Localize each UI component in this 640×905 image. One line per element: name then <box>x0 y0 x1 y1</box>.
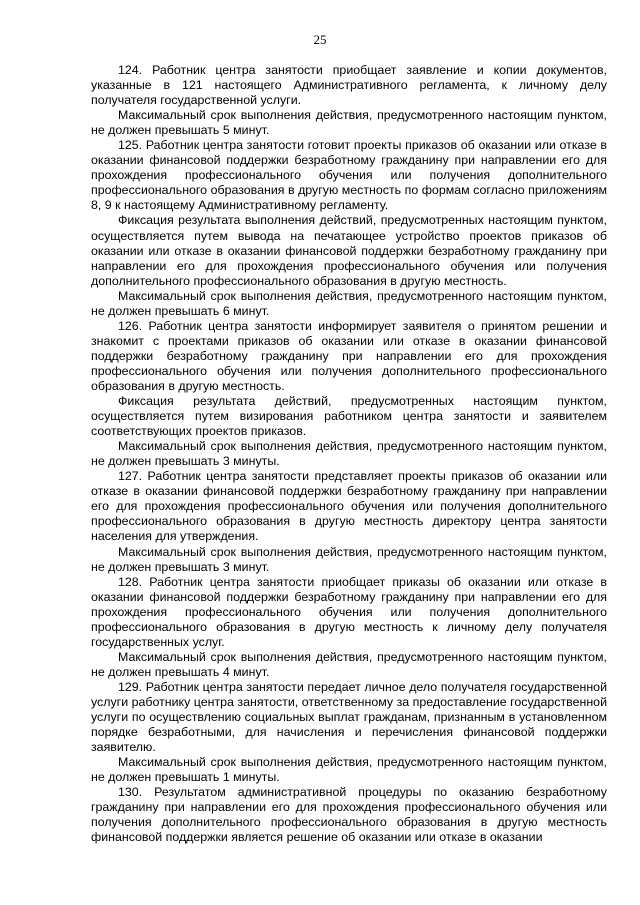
paragraph-129-time-limit: Максимальный срок выполнения действия, предусмотренного настоящим пунктом, не должен превышать 1 минуты. <box>91 755 607 785</box>
paragraph-126: 126. Работник центра занятости информирует заявителя о принятом решении и знакомит с проектами приказов об оказании или отказе в оказании финансовой поддержки безработному гражданину при направлении его для прохождения профессионального обучения или получения дополнительного профессионального образования в другую местность. <box>91 318 607 393</box>
paragraph-126-time-limit: Максимальный срок выполнения действия, предусмотренного настоящим пунктом, не должен превышать 3 минуты. <box>91 439 607 469</box>
paragraph-124-time-limit: Максимальный срок выполнения действия, предусмотренного настоящим пунктом, не должен превышать 5 минут. <box>91 108 607 138</box>
paragraph-124: 124. Работник центра занятости приобщает заявление и копии документов, указанные в 121 настоящего Административного регламента, к личному делу получателя государственной услуги. <box>91 63 607 108</box>
paragraph-127: 127. Работник центра занятости представляет проекты приказов об оказании или отказе в оказании финансовой поддержки безработному гражданину при направлении его для прохождения профессионального обучения или получения дополнительного профессионального образования в другую местность директору центра занятости населения для утверждения. <box>91 469 607 544</box>
paragraph-128: 128. Работник центра занятости приобщает приказы об оказании или отказе в оказании финансовой поддержки безработному гражданину при направлении его для прохождения профессионального обучения или получения дополнительного профессионального образования в другую местность к личному делу получателя государственных услуг. <box>91 574 607 649</box>
paragraph-126-fixation: Фиксация результата действий, предусмотренных настоящим пунктом, осуществляется путем визирования работником центра занятости и заявителем соответствующих проектов приказов. <box>91 394 607 439</box>
paragraph-127-time-limit: Максимальный срок выполнения действия, предусмотренного настоящим пунктом, не должен превышать 3 минут. <box>91 544 607 574</box>
paragraph-125-time-limit: Максимальный срок выполнения действия, предусмотренного настоящим пунктом, не должен превышать 6 минут. <box>91 288 607 318</box>
paragraph-130: 130. Результатом административной процедуры по оказанию безработному гражданину при направлении его для прохождения профессионального обучения или получения дополнительного профессионального образования в другую местность финансовой поддержки является решение об оказании или отказе в оказании <box>91 785 607 845</box>
paragraph-129: 129. Работник центра занятости передает личное дело получателя государственной услуги работнику центра занятости, ответственному за предоставление государственной услуги по осуществлению социальных выплат гражданам, признанным в установленном порядке безработными, для начисления и перечисления финансовой поддержки заявителю. <box>91 679 607 755</box>
paragraph-125: 125. Работник центра занятости готовит проекты приказов об оказании или отказе в оказании финансовой поддержки безработному гражданину при направлении его для прохождения профессионального обучения или получения дополнительного профессионального образования в другую местность по формам согласно приложениям 8, 9 к настоящему Административному регламенту. <box>91 138 607 213</box>
page-number: 25 <box>313 32 327 47</box>
paragraph-128-time-limit: Максимальный срок выполнения действия, предусмотренного настоящим пунктом, не должен превышать 4 минут. <box>91 649 607 679</box>
document-body <box>91 63 607 845</box>
paragraph-125-fixation: Фиксация результата выполнения действий, предусмотренных настоящим пунктом, осуществляется путем вывода на печатающее устройство проектов приказов об оказании или отказе в оказании финансовой поддержки безработному гражданину при направлении его для прохождения профессионального обучения или получения дополнительного профессионального образования в другую местность. <box>91 213 607 288</box>
